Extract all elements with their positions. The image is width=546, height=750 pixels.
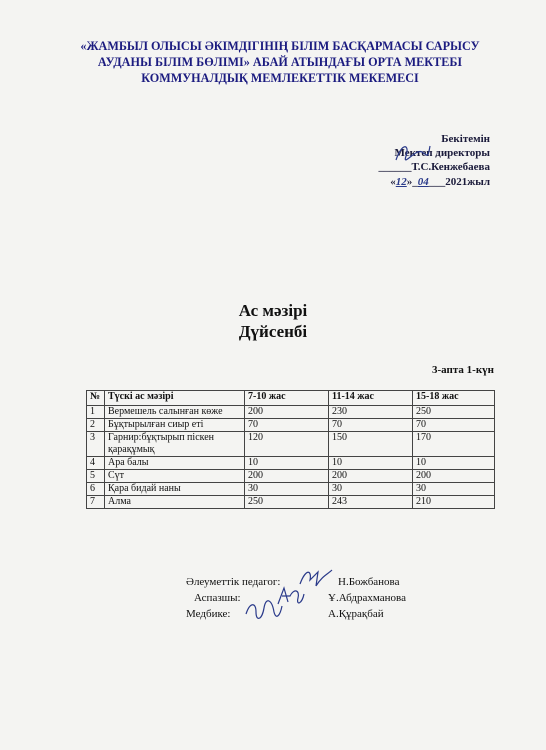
col-header-dish: Түскі ас мәзірі	[105, 391, 245, 406]
col-header-age-15-18: 15-18 жас	[413, 391, 495, 406]
dish-cell: Қара бидай наны	[105, 483, 245, 496]
col-header-age-11-14: 11-14 жас	[329, 391, 413, 406]
header-line-2: АУДАНЫ БІЛІМ БӨЛІМІ» АБАЙ АТЫНДАҒЫ ОРТА МЕКТЕБІ	[97, 55, 463, 69]
header-line-3: КОММУНАЛДЫҚ МЕМЛЕКЕТТІК МЕКЕМЕСІ	[141, 71, 419, 85]
director-name: Т.С.Кенжебаева	[411, 161, 490, 173]
col-header-number: №	[87, 391, 105, 406]
approval-date: «12»_04___2021жыл	[390, 176, 490, 188]
dish-cell: Гарнир:бұқтырып піскен қарақұмық	[105, 432, 245, 457]
table-row: 6 Қара бидай наны 30 30 30	[87, 483, 495, 496]
dish-cell: Алма	[105, 496, 245, 509]
header-line-1: «ЖАМБЫЛ ОЛЫСЫ ӘКІМДІГІНІҢ БІЛІМ БАСҚАРМАСЫ САРЫСУ	[80, 39, 480, 53]
dish-cell: Бұқтырылған сиыр еті	[105, 419, 245, 432]
nurse-signature	[244, 598, 284, 624]
title-line-1: Ас мәзірі	[238, 301, 308, 320]
date-month: 04	[417, 176, 429, 188]
dish-cell: Вермешель салынған көже	[105, 406, 245, 419]
col-header-age-7-10: 7-10 жас	[245, 391, 329, 406]
dish-cell: Ара балы	[105, 457, 245, 470]
director-signature	[392, 138, 432, 168]
director-name-line: ______Т.С.Кенжебаева	[378, 161, 490, 173]
dish-cell: Сүт	[105, 470, 245, 483]
table-row: 1 Вермешель салынған көже 200 230 250	[87, 406, 495, 419]
document-page: «ЖАМБЫЛ ОЛЫСЫ ӘКІМДІГІНІҢ БІЛІМ БАСҚАРМАСЫ САРЫСУ АУДАНЫ БІЛІМ БӨЛІМІ» АБАЙ АТЫНДАҒЫ ОРТА МЕКТЕБІ КОММУНАЛДЫҚ МЕМЛЕКЕТТІК МЕКЕМЕСІ Бекітемін Мектеп директоры ______Т.С.Кенжебаева «12»_04___2021жыл Ас мәзірі Дүйсенбі 3-апта 1-күн № Түскі ас мәзірі 7-10 жас 11-14 жас 15-18 жас 1 Вермешель салынған көже 200 230 250 2 Бұқтырылған сиыр еті 70 70 70 3 Гарнир:бұқтырып піскен қарақұмық 120 150 170 4 Ара балы 10 10 10 5 Сүт 200 200 200 6 Қара бидай наны 30 30 30 7 Алма 250 243 210 Әлеуметтік педагог: Н.Божбанова Аспазшы: Ұ.Абдрахманова Медбике: А.Құрақбай	[0, 0, 546, 750]
table-row: 3 Гарнир:бұқтырып піскен қарақұмық 120 150 170	[87, 432, 495, 457]
table-row: 5 Сүт 200 200 200	[87, 470, 495, 483]
menu-table	[86, 390, 495, 509]
approve-word: Бекітемін	[441, 133, 490, 145]
title-line-2: Дүйсенбі	[238, 322, 308, 341]
director-position: Мектеп директоры	[394, 147, 490, 159]
menu-title	[0, 300, 546, 342]
table-header-row	[87, 391, 495, 406]
date-year: 2021жыл	[445, 176, 490, 188]
week-label: 3-апта 1-күн	[432, 364, 494, 376]
table-row: 7 Алма 250 243 210	[87, 496, 495, 509]
table-row: 2 Бұқтырылған сиыр еті 70 70 70	[87, 419, 495, 432]
date-day: 12	[395, 176, 407, 188]
organization-header	[60, 38, 500, 86]
table-row: 4 Ара балы 10 10 10	[87, 457, 495, 470]
